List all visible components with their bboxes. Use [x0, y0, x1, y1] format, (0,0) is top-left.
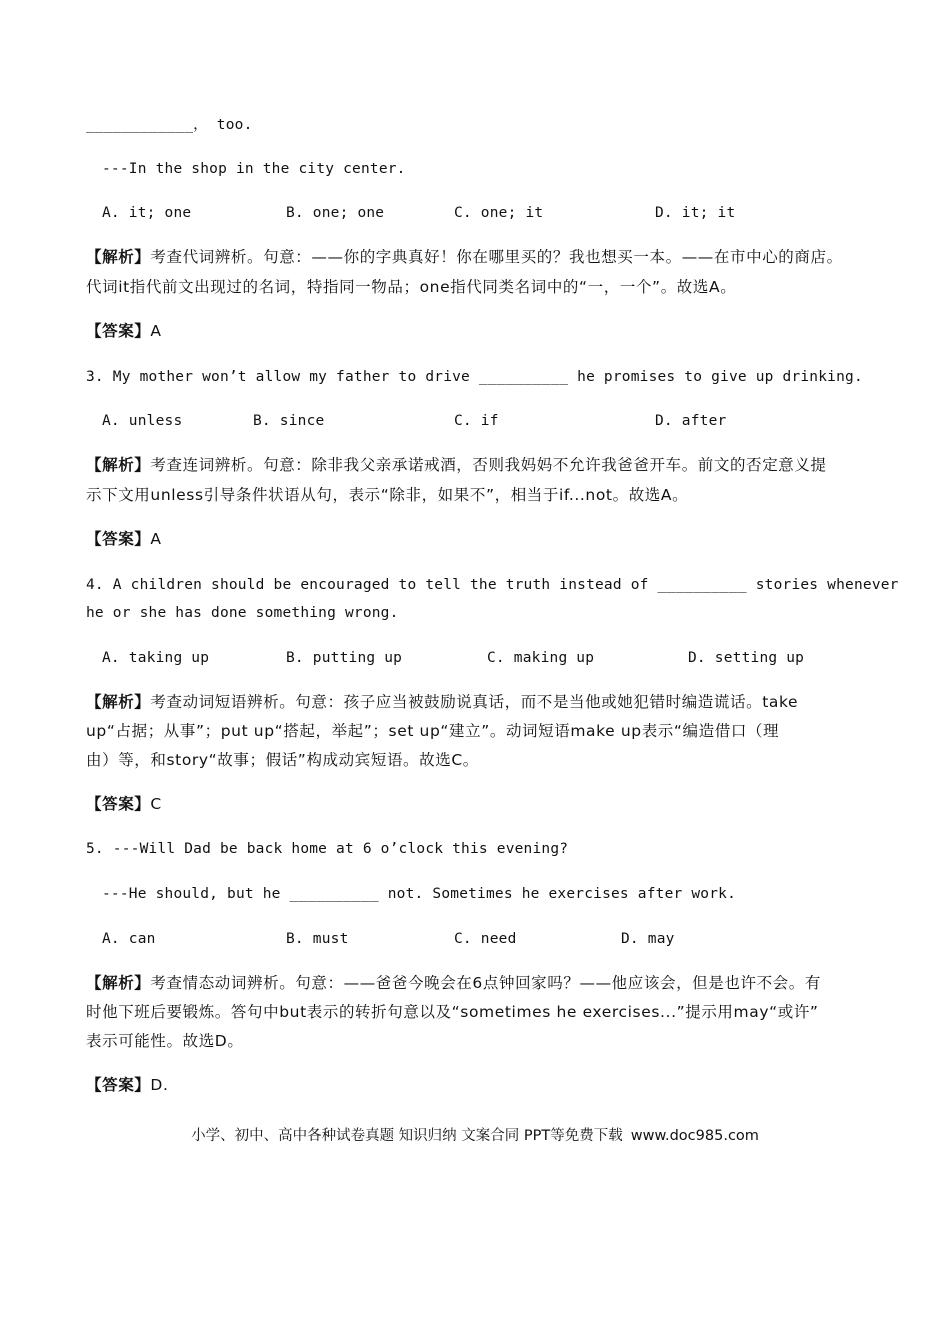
q4-answer	[86, 793, 876, 815]
answer-value: C	[150, 795, 162, 813]
q2-option-d: D. it; it	[655, 205, 736, 221]
q4-option-a: A. taking up	[102, 650, 210, 666]
q5-option-c: C. need	[454, 931, 517, 947]
q4-analysis-line-2: up“占据；从事”；put up“搭起，举起”；set up“建立”。动词短语make up表示“编造借口（理	[86, 722, 780, 740]
answer-value: A	[150, 530, 162, 548]
q4-stem-line-1: 4. A children should be encouraged to tell the truth instead of __________ stories whenever	[86, 577, 899, 593]
page-footer	[0, 1124, 950, 1145]
q5-reply: ---He should, but he __________ not. Sometimes he exercises after work.	[102, 886, 737, 902]
q4-analysis-line-1	[86, 691, 876, 713]
q4-option-c: C. making up	[487, 650, 595, 666]
q3-option-b: B. since	[253, 413, 325, 429]
q3-option-a: A. unless	[102, 413, 183, 429]
q3-analysis-line-1	[86, 454, 876, 476]
q4-option-d: D. setting up	[688, 650, 805, 666]
q2-blank-line: ____________， too.	[86, 117, 253, 133]
q2-option-b: B. one; one	[286, 205, 385, 221]
q4-analysis-line-3: 由）等，和story“故事；假话”构成动宾短语。故选C。	[86, 751, 479, 769]
q5-option-b: B. must	[286, 931, 349, 947]
q5-analysis-line-1	[86, 972, 876, 994]
footer-text: 小学、初中、高中各种试卷真题 知识归纳 文案合同 PPT等免费下载	[191, 1128, 623, 1144]
answer-label: 【答案】	[86, 530, 151, 548]
analysis-label: 【解析】	[86, 974, 151, 992]
q5-option-d: D. may	[621, 931, 675, 947]
analysis-text: 考查动词短语辨析。句意：孩子应当被鼓励说真话，而不是当他或她犯错时编造谎话。take	[150, 693, 799, 711]
analysis-label: 【解析】	[86, 456, 151, 474]
q5-answer	[86, 1074, 876, 1096]
q2-option-c: C. one; it	[454, 205, 544, 221]
answer-value: D.	[150, 1076, 169, 1094]
q3-option-d: D. after	[655, 413, 727, 429]
analysis-text: 考查连词辨析。句意：除非我父亲承诺戒酒，否则我妈妈不允许我爸爸开车。前文的否定意义提	[150, 456, 827, 474]
q2-option-a: A. it; one	[102, 205, 192, 221]
q3-answer	[86, 528, 876, 550]
q3-option-c: C. if	[454, 413, 499, 429]
q4-stem-line-2: he or she has done something wrong.	[86, 605, 399, 621]
answer-label: 【答案】	[86, 1076, 151, 1094]
q5-analysis-line-3: 表示可能性。故选D。	[86, 1032, 244, 1050]
answer-label: 【答案】	[86, 322, 151, 340]
q5-analysis-line-2: 时他下班后要锻炼。答句中but表示的转折句意以及“sometimes he exercises...”提示用may“或许”	[86, 1003, 819, 1021]
analysis-label: 【解析】	[86, 248, 151, 266]
analysis-label: 【解析】	[86, 693, 151, 711]
answer-label: 【答案】	[86, 795, 151, 813]
analysis-text: 考查代词辨析。句意：——你的字典真好！你在哪里买的？我也想买一本。——在市中心的商店。	[150, 248, 843, 266]
q2-analysis-line-1	[86, 246, 876, 268]
q5-stem: 5. ---Will Dad be back home at 6 o’clock this evening?	[86, 841, 569, 857]
q2-answer	[86, 320, 876, 342]
q4-option-b: B. putting up	[286, 650, 403, 666]
answer-value: A	[150, 322, 162, 340]
q3-stem: 3. My mother won’t allow my father to drive __________ he promises to give up drinking.	[86, 369, 863, 385]
q5-option-a: A. can	[102, 931, 156, 947]
q3-analysis-line-2: 示下文用unless引导条件状语从句，表示“除非，如果不”，相当于if...not。故选A。	[86, 486, 689, 504]
footer-url-link[interactable]: www.doc985.com	[630, 1128, 759, 1144]
analysis-text: 考查情态动词辨析。句意：——爸爸今晚会在6点钟回家吗？——他应该会，但是也许不会。有	[150, 974, 821, 992]
q2-analysis-line-2: 代词it指代前文出现过的名词，特指同一物品；one指代同类名词中的“一，一个”。故选A。	[86, 278, 737, 296]
q2-reply: ---In the shop in the city center.	[102, 161, 406, 177]
